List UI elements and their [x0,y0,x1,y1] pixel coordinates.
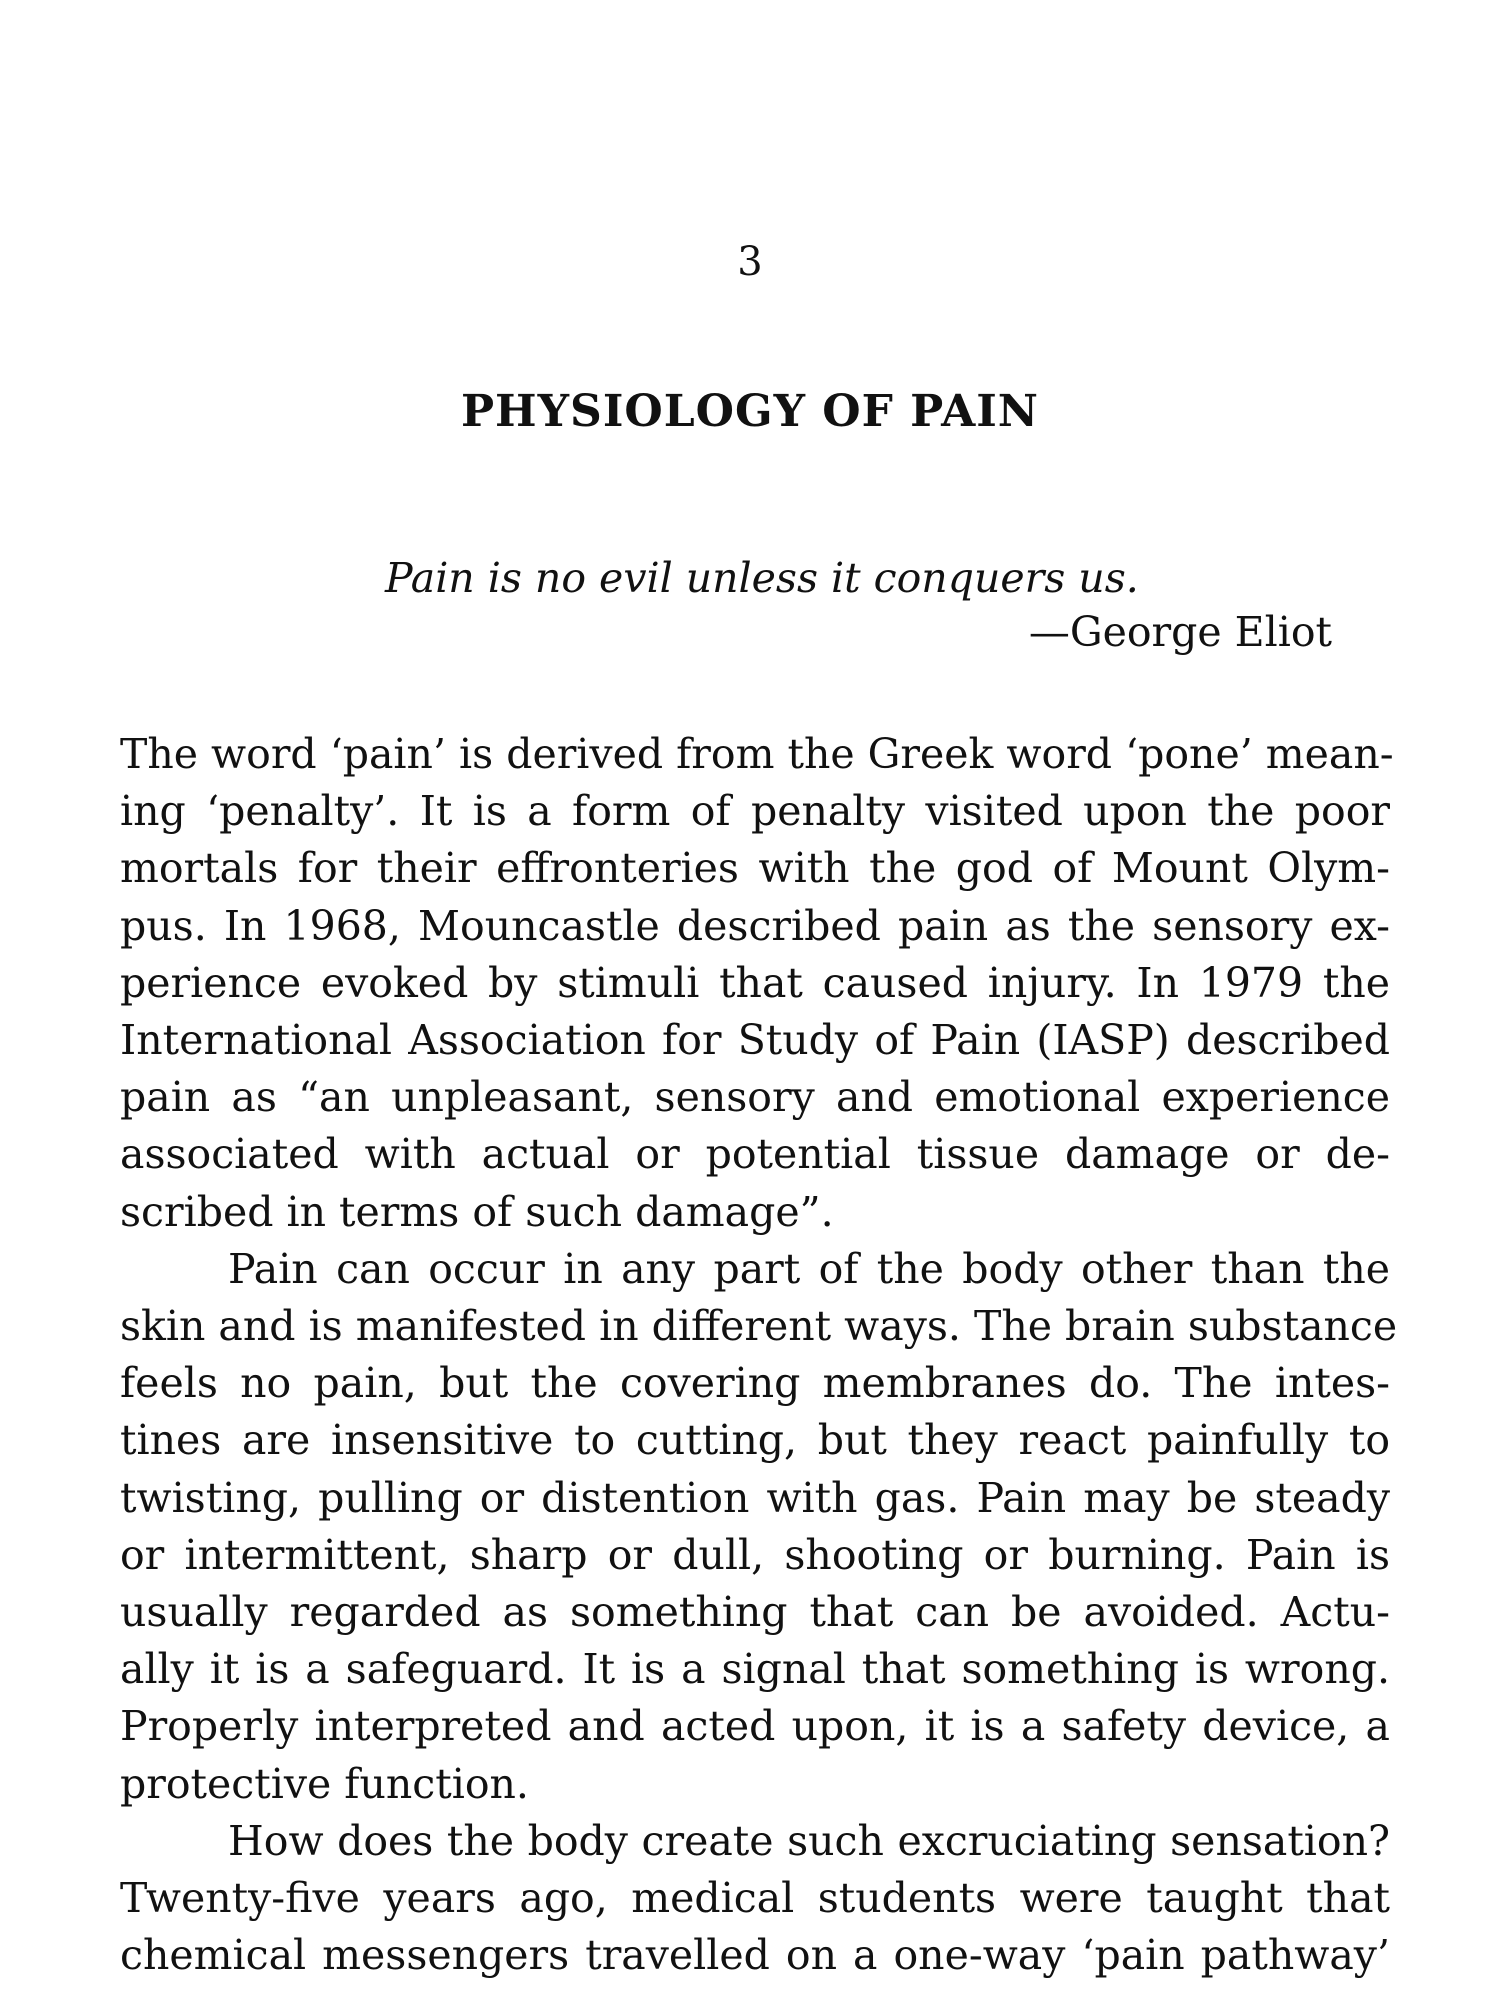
text-line: tines are insensitive to cutting, but they react painfully to [120,1416,1390,1465]
text-line: Properly interpreted and acted upon, it is a safety device, a [120,1702,1390,1751]
text-line: pain as “an unpleasant, sensory and emotional experience [120,1073,1390,1122]
text-line: usually regarded as something that can be avoided. Actu- [120,1588,1390,1637]
text-line: protective function. [120,1759,529,1808]
text-line: twisting, pulling or distention with gas. Pain may be steady [120,1473,1390,1522]
text-line: feels no pain, but the covering membranes do. The intes- [120,1359,1390,1408]
text-line: pus. In 1968, Mouncastle described pain as the sensory ex- [120,901,1390,950]
text-line: or intermittent, sharp or dull, shooting or burning. Pain is [120,1530,1390,1579]
text-line: International Association for Study of Pain (IASP) described [120,1016,1390,1065]
text-line: mortals for their effronteries with the god of Mount Olym- [120,844,1390,893]
text-line: ally it is a safeguard. It is a signal that something is wrong. [120,1645,1390,1694]
chapter-number: 3 [737,239,763,285]
body-text [120,726,1398,1984]
text-line: skin and is manifested in different ways. The brain substance [120,1302,1398,1351]
text-line: Pain can occur in any part of the body other than the [228,1244,1390,1293]
text-line: How does the body create such excruciating sensation? [228,1816,1390,1865]
text-line: associated with actual or potential tissue damage or de- [120,1130,1390,1179]
chapter-title: PHYSIOLOGY OF PAIN [460,386,1040,437]
epigraph-attribution: —George Eliot [1028,608,1332,656]
text-line: Twenty-five years ago, medical students were taught that [120,1874,1390,1923]
text-line: The word ‘pain’ is derived from the Greek word ‘pone’ mean- [120,730,1394,778]
text-line: chemical messengers travelled on a one-way ‘pain pathway’ [120,1931,1390,1980]
text-line: scribed in terms of such damage”. [120,1187,834,1236]
epigraph-quote: Pain is no evil unless it conquers us. [385,554,1139,602]
text-line: ing ‘penalty’. It is a form of penalty visited upon the poor [120,787,1390,836]
text-line: perience evoked by stimuli that caused injury. In 1979 the [120,958,1390,1007]
